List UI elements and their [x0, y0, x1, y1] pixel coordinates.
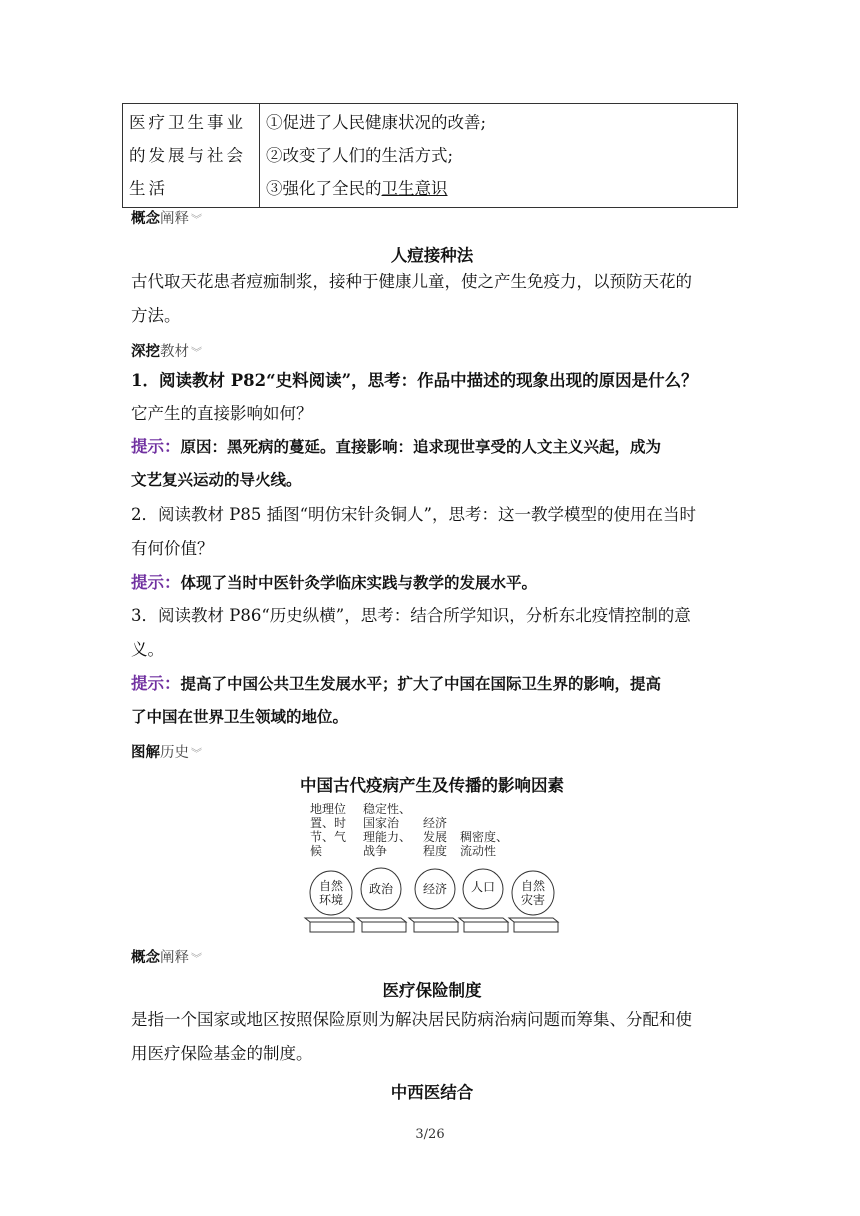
question-line: 2．阅读教材 P85 插图“明仿宋针灸铜人”，思考：这一教学模型的使用在当时: [131, 505, 696, 524]
hint-line: 提示：原因：黑死病的蔓延。直接影响：追求现世享受的人文主义兴起，成为: [131, 437, 662, 456]
factor-label: 地理位 置、时 节、气 候: [310, 802, 347, 858]
diagram-title: 中国古代疫病产生及传播的影响因素: [300, 776, 564, 795]
hint-label: 提示：: [131, 674, 181, 693]
table-left-line: 医疗卫生事业: [129, 113, 246, 132]
factors-diagram: [295, 800, 565, 940]
table-left-line: 生活: [129, 179, 168, 198]
circle-label: 政治: [368, 882, 393, 896]
hint-label: 提示：: [131, 437, 181, 456]
section-tag-textbook: 深挖教材 ︾: [131, 344, 202, 360]
factor-label: 稳定性、 国家治 理能力、 战争: [363, 802, 412, 858]
diagram-shapes: [295, 800, 565, 940]
circle-label: 人口: [470, 880, 495, 894]
table-right-cell: [260, 104, 738, 208]
question-line: 它产生的直接影响如何？: [131, 404, 313, 423]
paragraph-line: 古代取天花患者痘痂制浆，接种于健康儿童，使之产生免疫力，以预防天花的: [131, 272, 692, 291]
underlined-term: 卫生意识: [381, 179, 448, 198]
chevron-down-icon: ︾: [191, 952, 202, 965]
chevron-down-icon: ︾: [191, 747, 202, 760]
table-left-cell: [123, 104, 260, 208]
concept-title: 医疗保险制度: [382, 981, 482, 1000]
table-left-line: 的发展与社会: [129, 146, 246, 165]
table-right-line: ②改变了人们的生活方式;: [266, 146, 454, 165]
table-right-line: ①促进了人民健康状况的改善;: [266, 113, 487, 132]
section-tag-concept: 概念阐释 ︾: [131, 211, 202, 227]
factor-label: 经济 发展 程度: [423, 816, 448, 858]
question-line: 有何价值？: [131, 539, 214, 558]
section-tag-concept: 概念阐释 ︾: [131, 950, 202, 966]
question-line: 1．阅读教材 P82“史料阅读”，思考：作品中描述的现象出现的原因是什么？: [131, 371, 698, 390]
circle-label: 自然 环境: [318, 879, 343, 907]
hint-line: 文艺复兴运动的导火线。: [131, 471, 302, 489]
concept-title: 中西医结合: [390, 1083, 474, 1102]
hint-line: 提示：提高了中国公共卫生发展水平；扩大了中国在国际卫生界的影响，提高: [131, 674, 662, 693]
chevron-down-icon: ︾: [191, 213, 202, 226]
paragraph-line: 是指一个国家或地区按照保险原则为解决居民防病治病问题而筹集、分配和使: [131, 1010, 692, 1029]
hint-line: 提示：体现了当时中医针灸学临床实践与教学的发展水平。: [131, 573, 538, 592]
page-number: 3/26: [415, 1127, 445, 1142]
factor-label: 稠密度、 流动性: [460, 830, 509, 858]
hint-line: 了中国在世界卫生领域的地位。: [131, 708, 349, 726]
table-right-line-3: ③强化了全民的卫生意识: [266, 179, 448, 198]
question-line: 3．阅读教材 P86“历史纵横”，思考：结合所学知识，分析东北疫情控制的意: [131, 606, 691, 625]
chevron-down-icon: ︾: [191, 346, 202, 359]
hint-label: 提示：: [131, 573, 181, 592]
circle-label: 经济: [422, 882, 447, 896]
section-tag-illustrated-history: 图解历史 ︾: [131, 745, 202, 761]
question-line: 义。: [131, 640, 164, 659]
paragraph-line: 用医疗保险基金的制度。: [131, 1044, 313, 1063]
info-table: [122, 103, 738, 208]
circle-label: 自然 灾害: [520, 879, 545, 907]
concept-title: 人痘接种法: [390, 246, 474, 265]
paragraph-line: 方法。: [131, 306, 181, 325]
